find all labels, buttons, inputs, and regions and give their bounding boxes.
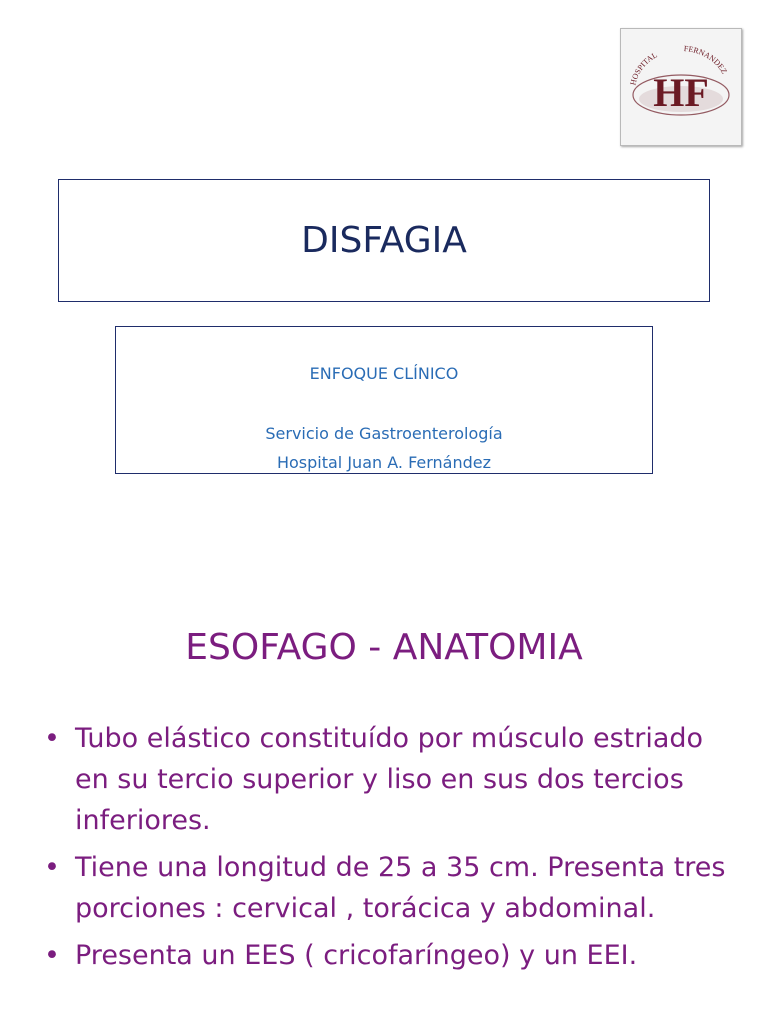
title-box bbox=[58, 179, 710, 302]
bullet-icon: • bbox=[44, 723, 60, 754]
subtitle-box bbox=[115, 326, 653, 474]
bullet-text: Tiene una longitud de 25 a 35 cm. Presenta tres porciones : cervical , torácica y abdominal. bbox=[75, 852, 726, 924]
logo-monogram: HF bbox=[653, 70, 709, 115]
logo-arc-left-text: HOSPITAL bbox=[628, 50, 659, 87]
bullet-item bbox=[44, 718, 744, 841]
section-title: ESOFAGO - ANATOMIA bbox=[185, 627, 583, 668]
subtitle-line-3: Hospital Juan A. Fernández bbox=[276, 453, 492, 472]
bullet-item bbox=[44, 935, 744, 976]
subtitle-line-1: ENFOQUE CLÍNICO bbox=[309, 364, 459, 383]
bullet-icon: • bbox=[44, 940, 60, 971]
bullet-text: Tubo elástico constituído por músculo estriado en su tercio superior y liso en sus dos tercios inferiores. bbox=[75, 723, 704, 836]
logo-arc-right-text: FERNANDEZ bbox=[683, 44, 729, 76]
bullet-list bbox=[44, 718, 744, 982]
bullet-text: Presenta un EES ( cricofaríngeo) y un EEI. bbox=[75, 940, 638, 971]
bullet-item bbox=[44, 847, 744, 929]
subtitle-line-2: Servicio de Gastroenterología bbox=[265, 424, 503, 443]
hospital-logo bbox=[620, 28, 742, 146]
bullet-icon: • bbox=[44, 852, 60, 883]
slide-title: DISFAGIA bbox=[301, 220, 467, 261]
hospital-logo-icon bbox=[621, 29, 741, 145]
